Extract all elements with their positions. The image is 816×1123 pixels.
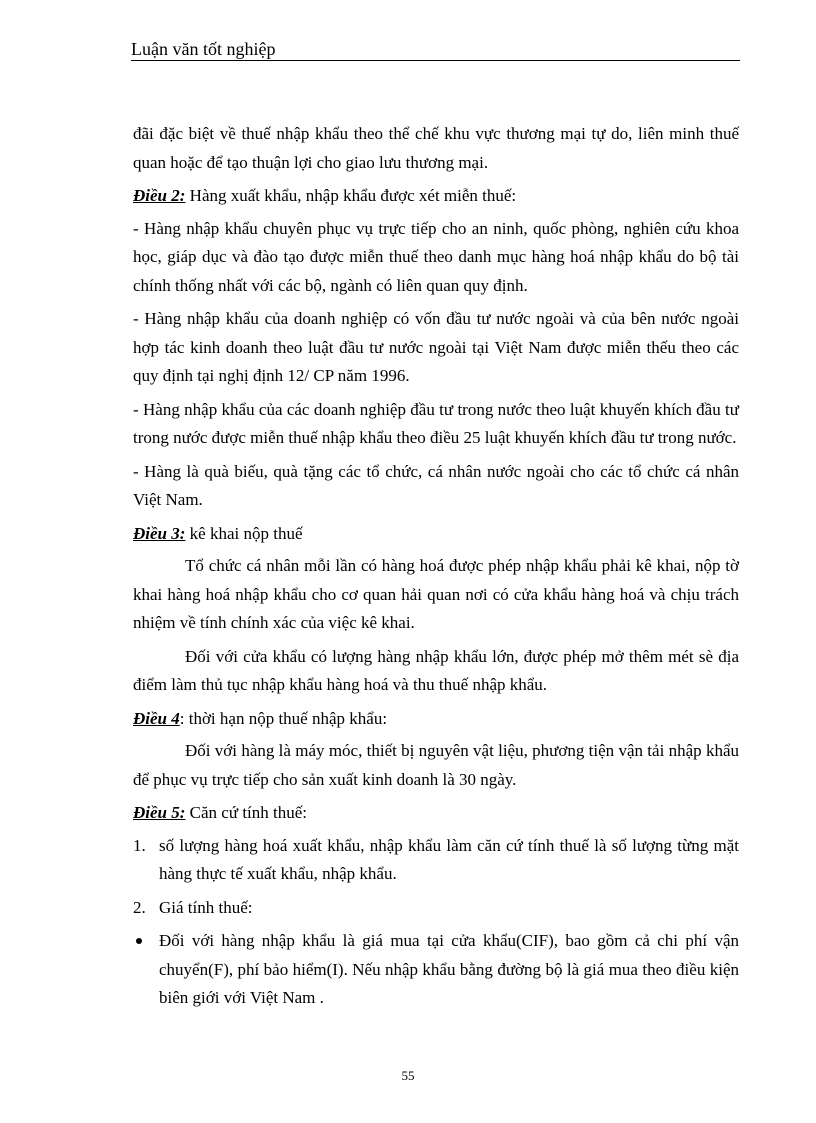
list-item-text: Đối với hàng nhập khẩu là giá mua tại cửa khẩu(CIF), bao gồm cả chi phí vận chuyển(F), phí bảo hiểm(I). Nếu nhập khẩu bằng đường bộ là giá mua theo điều kiện biên giới với Việt Nam .	[159, 931, 739, 1007]
paragraph: - Hàng là quà biếu, quà tặng các tổ chức, cá nhân nước ngoài cho các tổ chức cá nhân Việt Nam.	[133, 461, 739, 509]
article-title: Hàng xuất khẩu, nhập khẩu được xét miễn thuế:	[185, 186, 517, 205]
page-number: 55	[401, 1068, 415, 1083]
header-title: Luận văn tốt nghiệp	[131, 39, 276, 59]
document-body	[133, 120, 739, 1018]
numbered-list-item	[133, 832, 739, 889]
bullet-list-item	[133, 927, 739, 1013]
article-title: : thời hạn nộp thuế nhập khẩu:	[179, 708, 388, 728]
article-title: Căn cứ tính thuế:	[185, 803, 308, 822]
article-title: kê khai nộp thuế	[185, 523, 303, 543]
article-label: Điều 2:	[133, 186, 186, 205]
article-label: Điều 5:	[133, 803, 186, 822]
list-marker: 2.	[133, 897, 146, 917]
paragraph: Đối với hàng là máy móc, thiết bị nguyên vật liệu, phương tiện vận tải nhập khẩu để phục vụ trực tiếp cho sản xuất kinh doanh là 30 ngày.	[133, 741, 739, 789]
article-4-heading	[133, 705, 739, 734]
article-label: Điều 3:	[133, 523, 186, 543]
list-marker: 1.	[133, 835, 146, 855]
article-3-heading	[133, 520, 739, 549]
paragraph: Đối với cửa khẩu có lượng hàng nhập khẩu lớn, được phép mở thêm mét sè địa điểm làm thủ tục nhập khẩu hàng hoá và thu thuế nhập khẩu.	[133, 646, 739, 694]
article-5-heading	[133, 799, 739, 828]
page-header	[131, 38, 740, 61]
paragraph: - Hàng nhập khẩu của các doanh nghiệp đầu tư trong nước theo luật khuyến khích đầu tư trong nước được miễn thuế nhập khẩu theo điều 25 luật khuyến khích đầu tư trong nước.	[133, 399, 739, 447]
list-item-text: Giá tính thuế:	[159, 897, 253, 917]
list-item-text: số lượng hàng hoá xuất khẩu, nhập khẩu làm căn cứ tính thuế là số lượng từng mặt hàng thực tế xuất khẩu, nhập khẩu.	[159, 835, 739, 883]
bullet-icon	[136, 938, 142, 944]
paragraph: - Hàng nhập khẩu chuyên phục vụ trực tiếp cho an ninh, quốc phòng, nghiên cứu khoa học, giáp dục và đào tạo được miễn thuế theo danh mục hàng hoá nhập khẩu do bộ tài chính thống nhất với các bộ, ngành có liên quan quy định.	[133, 218, 739, 295]
article-label: Điều 4	[133, 708, 180, 728]
article-2-heading	[133, 182, 739, 211]
paragraph: - Hàng nhập khẩu của doanh nghiệp có vốn đầu tư nước ngoài và của bên nước ngoài hợp tác kinh doanh theo luật đầu tư nước ngoài tại Việt Nam được miễn thếu theo các quy định tại nghị định 12/ CP năm 1996.	[133, 309, 739, 385]
paragraph: đãi đặc biệt về thuế nhập khẩu theo thể chế khu vực thương mại tự do, liên minh thuế quan hoặc để tạo thuận lợi cho giao lưu thương mại.	[133, 124, 739, 172]
numbered-list-item	[133, 894, 739, 923]
paragraph: Tổ chức cá nhân mỗi lần có hàng hoá được phép nhập khẩu phải kê khai, nộp tờ khai hàng hoá nhập khẩu cho cơ quan hải quan nơi có cửa khẩu hàng hoá và chịu trách nhiệm về tính chính xác của việc kê khai.	[133, 556, 739, 632]
